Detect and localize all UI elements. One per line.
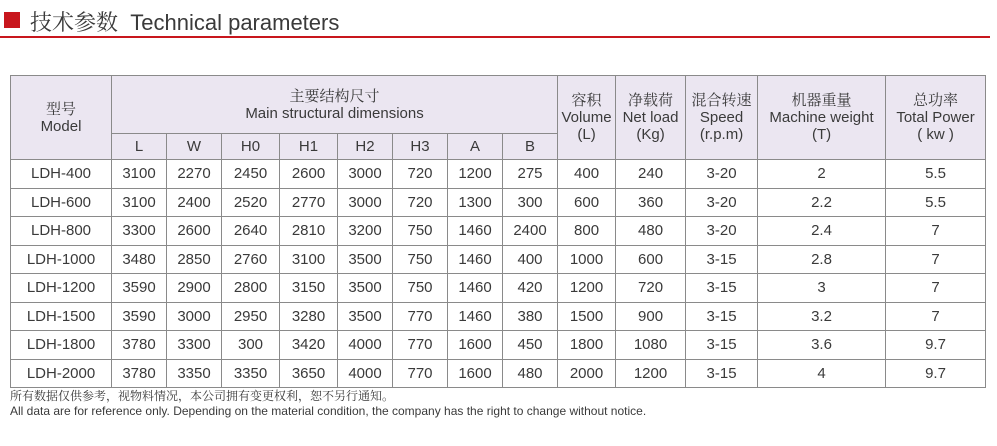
table-cell: 3.2 <box>758 302 886 331</box>
table-cell: 770 <box>393 302 448 331</box>
table-cell: 2.2 <box>758 188 886 217</box>
dim-col-header: H3 <box>393 134 448 160</box>
header-speed-unit: (r.p.m) <box>699 126 744 143</box>
model-cell: LDH-1200 <box>11 274 112 303</box>
header-net-load-en: Net load <box>622 109 679 126</box>
model-cell: LDH-800 <box>11 217 112 246</box>
dim-col-header: H2 <box>338 134 393 160</box>
table-cell: 7 <box>886 245 986 274</box>
table-cell: 3300 <box>167 331 222 360</box>
model-cell: LDH-1000 <box>11 245 112 274</box>
table-cell: 3780 <box>112 331 167 360</box>
dim-col-header: B <box>503 134 558 160</box>
table-cell: 3-15 <box>686 274 758 303</box>
table-cell: 420 <box>503 274 558 303</box>
table-cell: 2760 <box>222 245 280 274</box>
table-cell: 720 <box>393 188 448 217</box>
table-cell: 2770 <box>280 188 338 217</box>
table-cell: 1200 <box>558 274 616 303</box>
dim-col-header: W <box>167 134 222 160</box>
title-underline <box>0 36 990 38</box>
header-speed-en: Speed <box>699 109 744 126</box>
table-cell: 2600 <box>167 217 222 246</box>
table-cell: 1800 <box>558 331 616 360</box>
header-dimensions-cn: 主要结构尺寸 <box>289 87 380 105</box>
table-cell: 600 <box>616 245 686 274</box>
table-cell: 3280 <box>280 302 338 331</box>
header-total-power <box>886 76 986 160</box>
table-cell: 3-15 <box>686 245 758 274</box>
table-cell: 400 <box>503 245 558 274</box>
table-cell: 2270 <box>167 160 222 189</box>
table-cell: 3100 <box>112 160 167 189</box>
table-cell: 3350 <box>222 359 280 388</box>
table-cell: 240 <box>616 160 686 189</box>
table-cell: 5.5 <box>886 188 986 217</box>
table-cell: 770 <box>393 331 448 360</box>
header-volume-unit: (L) <box>577 126 596 143</box>
footnote-en: All data are for reference only. Depending on the material condition, the company has the right to change without notice. <box>10 404 647 418</box>
table-cell: 2950 <box>222 302 280 331</box>
table-cell: 3780 <box>112 359 167 388</box>
table-cell: 3-15 <box>686 331 758 360</box>
dim-col-header: H1 <box>280 134 338 160</box>
header-machine-weight <box>758 76 886 160</box>
table-cell: 4000 <box>338 331 393 360</box>
table-body <box>11 160 986 388</box>
table-cell: 1000 <box>558 245 616 274</box>
table-cell: 2.4 <box>758 217 886 246</box>
table-cell: 3150 <box>280 274 338 303</box>
header-model-cn: 型号 <box>45 100 76 118</box>
table-cell: 3500 <box>338 302 393 331</box>
table-cell: 3590 <box>112 274 167 303</box>
section-title <box>30 6 339 37</box>
table-cell: 1600 <box>448 331 503 360</box>
table-cell: 800 <box>558 217 616 246</box>
table-cell: 380 <box>503 302 558 331</box>
model-cell: LDH-600 <box>11 188 112 217</box>
table-cell: 2000 <box>558 359 616 388</box>
table-cell: 1460 <box>448 217 503 246</box>
table-cell: 400 <box>558 160 616 189</box>
dim-col-header: H0 <box>222 134 280 160</box>
table-cell: 2.8 <box>758 245 886 274</box>
table-cell: 2640 <box>222 217 280 246</box>
table-row <box>11 160 986 189</box>
table-cell: 5.5 <box>886 160 986 189</box>
table-cell: 720 <box>393 160 448 189</box>
header-model-en: Model <box>40 117 82 135</box>
header-weight-en: Machine weight <box>769 109 874 126</box>
model-cell: LDH-2000 <box>11 359 112 388</box>
table-cell: 1460 <box>448 302 503 331</box>
table-cell: 2400 <box>167 188 222 217</box>
table-cell: 3650 <box>280 359 338 388</box>
header-weight-unit: (T) <box>811 126 832 143</box>
table-cell: 7 <box>886 302 986 331</box>
table-cell: 1500 <box>558 302 616 331</box>
header-net-load <box>616 76 686 160</box>
header-speed-cn: 混合转速 <box>691 92 752 109</box>
table-cell: 4 <box>758 359 886 388</box>
table-cell: 450 <box>503 331 558 360</box>
table-cell: 4000 <box>338 359 393 388</box>
header-volume-cn: 容积 <box>571 92 602 109</box>
table-cell: 2 <box>758 160 886 189</box>
table-cell: 600 <box>558 188 616 217</box>
header-volume-en: Volume <box>561 109 612 126</box>
table-row <box>11 331 986 360</box>
section-title-cn: 技术参数 <box>30 10 119 35</box>
table-cell: 3.6 <box>758 331 886 360</box>
table-cell: 3350 <box>167 359 222 388</box>
table-cell: 300 <box>222 331 280 360</box>
table-cell: 3-20 <box>686 188 758 217</box>
table-cell: 750 <box>393 245 448 274</box>
header-power-unit: ( kw ) <box>917 126 954 143</box>
table-cell: 7 <box>886 217 986 246</box>
table-cell: 2600 <box>280 160 338 189</box>
table-cell: 1600 <box>448 359 503 388</box>
table-cell: 3100 <box>280 245 338 274</box>
dim-col-header: A <box>448 134 503 160</box>
table-cell: 1200 <box>448 160 503 189</box>
header-power-cn: 总功率 <box>913 92 959 109</box>
table-row <box>11 302 986 331</box>
table-cell: 275 <box>503 160 558 189</box>
table-cell: 300 <box>503 188 558 217</box>
table-cell: 3300 <box>112 217 167 246</box>
table-cell: 3420 <box>280 331 338 360</box>
table-cell: 480 <box>503 359 558 388</box>
section-title-en: Technical parameters <box>130 10 340 35</box>
table-cell: 3200 <box>338 217 393 246</box>
table-cell: 900 <box>616 302 686 331</box>
table-cell: 720 <box>616 274 686 303</box>
header-dimensions <box>112 76 558 134</box>
table-row <box>11 359 986 388</box>
table-cell: 3-20 <box>686 217 758 246</box>
model-cell: LDH-1800 <box>11 331 112 360</box>
table-cell: 3500 <box>338 245 393 274</box>
table-cell: 360 <box>616 188 686 217</box>
table-cell: 1080 <box>616 331 686 360</box>
table-cell: 2900 <box>167 274 222 303</box>
table-cell: 2800 <box>222 274 280 303</box>
table-cell: 3-15 <box>686 359 758 388</box>
table-cell: 9.7 <box>886 359 986 388</box>
table-cell: 480 <box>616 217 686 246</box>
technical-parameters-table <box>10 75 986 388</box>
header-dimensions-en: Main structural dimensions <box>245 104 424 122</box>
header-power-en: Total Power <box>896 109 975 126</box>
table-cell: 3-20 <box>686 160 758 189</box>
table-cell: 3100 <box>112 188 167 217</box>
table-row <box>11 274 986 303</box>
header-speed <box>686 76 758 160</box>
header-net-load-cn: 净载荷 <box>628 92 674 109</box>
table-cell: 3480 <box>112 245 167 274</box>
table-cell: 2810 <box>280 217 338 246</box>
table-cell: 770 <box>393 359 448 388</box>
header-weight-cn: 机器重量 <box>791 92 852 109</box>
table-cell: 7 <box>886 274 986 303</box>
model-cell: LDH-1500 <box>11 302 112 331</box>
table-row <box>11 245 986 274</box>
table-cell: 3000 <box>338 160 393 189</box>
table-cell: 2450 <box>222 160 280 189</box>
header-net-load-unit: (Kg) <box>636 126 665 143</box>
table-cell: 3 <box>758 274 886 303</box>
footnote-cn: 所有数据仅供参考，视物料情况，本公司拥有变更权利，恕不另行通知。 <box>10 389 395 403</box>
table-cell: 750 <box>393 274 448 303</box>
table-cell: 1460 <box>448 245 503 274</box>
table-row <box>11 188 986 217</box>
table-cell: 2850 <box>167 245 222 274</box>
title-marker-square <box>4 12 20 28</box>
footnote <box>10 389 646 419</box>
dim-col-header: L <box>112 134 167 160</box>
table-cell: 750 <box>393 217 448 246</box>
table-cell: 3500 <box>338 274 393 303</box>
table-row <box>11 217 986 246</box>
header-volume <box>558 76 616 160</box>
table-cell: 3000 <box>338 188 393 217</box>
table-cell: 1460 <box>448 274 503 303</box>
table-cell: 2520 <box>222 188 280 217</box>
model-cell: LDH-400 <box>11 160 112 189</box>
table-cell: 3-15 <box>686 302 758 331</box>
header-model <box>11 76 112 160</box>
table-cell: 1200 <box>616 359 686 388</box>
table-cell: 1300 <box>448 188 503 217</box>
table-cell: 3590 <box>112 302 167 331</box>
table-cell: 3000 <box>167 302 222 331</box>
table-cell: 2400 <box>503 217 558 246</box>
section-title-bar <box>0 0 997 40</box>
table-cell: 9.7 <box>886 331 986 360</box>
